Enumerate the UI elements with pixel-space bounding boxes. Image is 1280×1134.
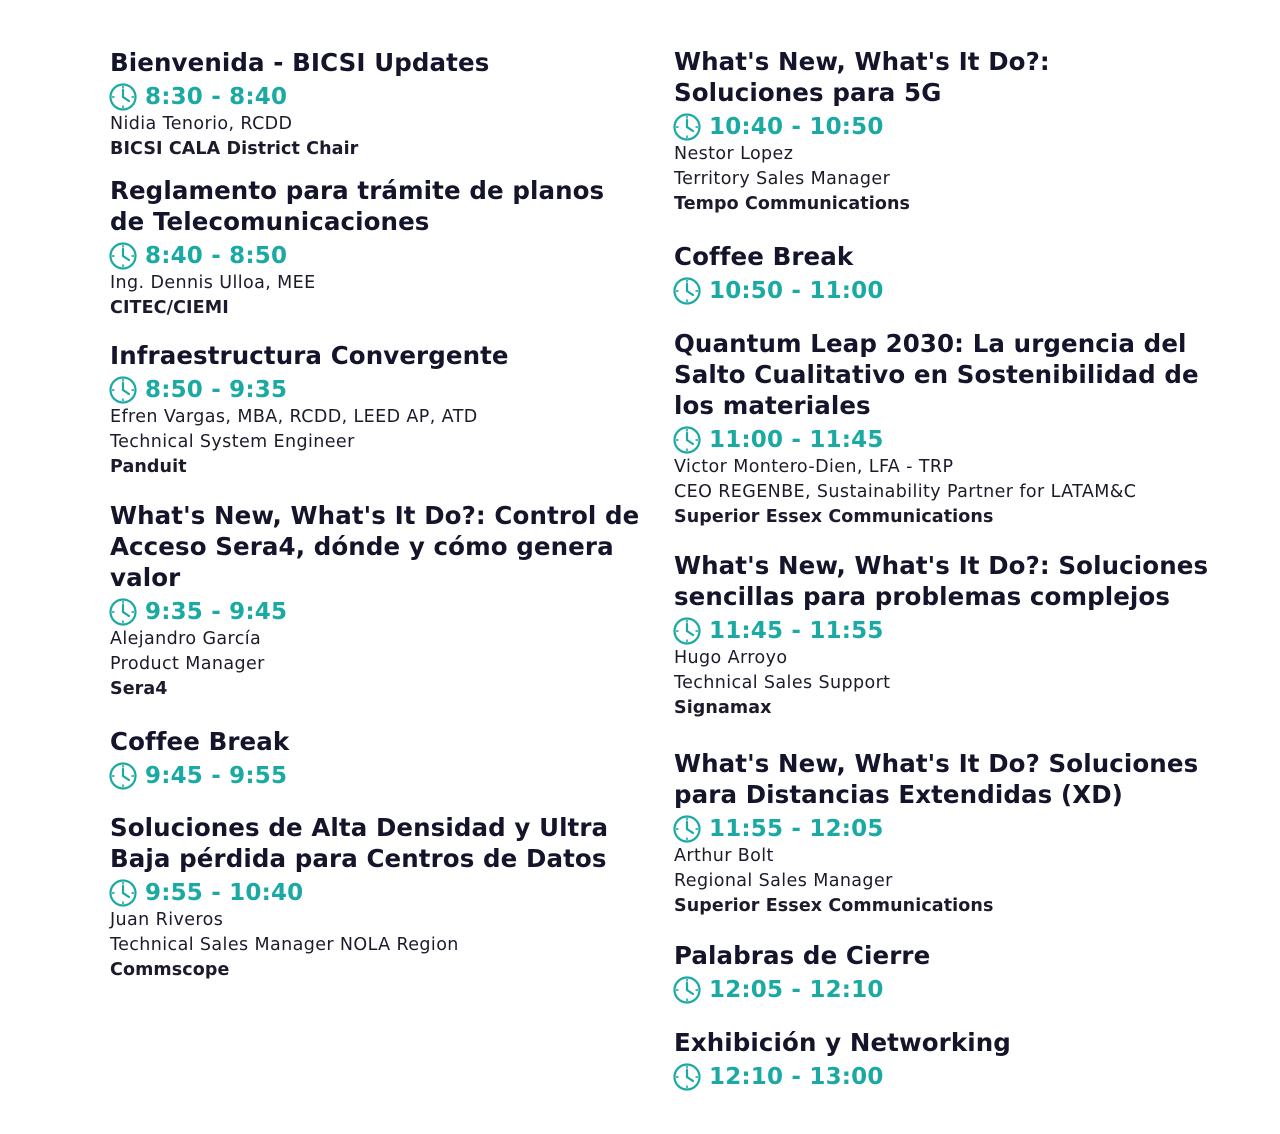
session-title-line: Coffee Break xyxy=(674,242,854,271)
session-time: 8:30 - 8:40 xyxy=(145,84,288,110)
session-title xyxy=(110,812,670,874)
speaker-organization: Signamax xyxy=(674,698,772,718)
clock-icon xyxy=(672,425,702,455)
session-title xyxy=(674,241,1234,272)
session-title xyxy=(110,47,670,78)
clock-icon xyxy=(108,597,138,627)
session-title-line: What's New, What's It Do?: Control de xyxy=(110,501,640,530)
session-time-row xyxy=(672,1062,1234,1092)
speaker-name: Arthur Bolt xyxy=(674,846,774,866)
session-item xyxy=(674,46,1234,217)
session-title-line: What's New, What's It Do? Soluciones xyxy=(674,749,1199,778)
session-time-row xyxy=(672,425,1234,455)
session-item xyxy=(110,47,670,162)
session-title-line: Quantum Leap 2030: La urgencia del xyxy=(674,329,1187,358)
session-time-row xyxy=(672,814,1234,844)
speaker-role: Regional Sales Manager xyxy=(674,871,893,891)
clock-icon xyxy=(672,975,702,1005)
speaker-organization: CITEC/CIEMI xyxy=(110,298,229,318)
session-time: 9:45 - 9:55 xyxy=(145,763,288,789)
session-title xyxy=(674,940,1234,971)
speaker-organization: BICSI CALA District Chair xyxy=(110,139,359,159)
session-title-line: Salto Cualitativo en Sostenibilidad de xyxy=(674,360,1199,389)
speaker-role: Technical System Engineer xyxy=(110,432,355,452)
session-title-line: Coffee Break xyxy=(110,727,290,756)
session-time: 9:35 - 9:45 xyxy=(145,599,288,625)
session-time: 10:40 - 10:50 xyxy=(709,114,884,140)
session-title xyxy=(674,328,1234,421)
session-title-line: los materiales xyxy=(674,391,871,420)
session-title-line: Acceso Sera4, dónde y cómo genera xyxy=(110,532,614,561)
clock-icon xyxy=(672,112,702,142)
session-title-line: What's New, What's It Do?: xyxy=(674,47,1050,76)
session-title-line: Palabras de Cierre xyxy=(674,941,931,970)
session-title xyxy=(110,500,670,593)
clock-icon xyxy=(672,1062,702,1092)
session-title xyxy=(674,1027,1234,1058)
session-title-line: sencillas para problemas complejos xyxy=(674,582,1171,611)
session-item xyxy=(674,241,1234,306)
session-item xyxy=(110,812,670,983)
speaker-name: Efren Vargas, MBA, RCDD, LEED AP, ATD xyxy=(110,407,478,427)
session-title-line: Reglamento para trámite de planos xyxy=(110,176,605,205)
speaker-name: Hugo Arroyo xyxy=(674,648,788,668)
session-title xyxy=(110,726,670,757)
speaker-role: CEO REGENBE, Sustainability Partner for LATAM&C xyxy=(674,482,1137,502)
session-item xyxy=(674,1027,1234,1092)
session-title-line: para Distancias Extendidas (XD) xyxy=(674,780,1123,809)
clock-icon xyxy=(108,375,138,405)
session-time-row xyxy=(672,975,1234,1005)
session-time: 9:55 - 10:40 xyxy=(145,880,304,906)
session-time-row xyxy=(108,82,670,112)
session-title xyxy=(674,748,1234,810)
speaker-role: Technical Sales Support xyxy=(674,673,891,693)
session-title xyxy=(674,550,1234,612)
speaker-organization: Superior Essex Communications xyxy=(674,896,994,916)
session-time-row xyxy=(672,112,1234,142)
clock-icon xyxy=(672,276,702,306)
session-item xyxy=(110,500,670,702)
session-time: 12:10 - 13:00 xyxy=(709,1064,884,1090)
speaker-organization: Commscope xyxy=(110,960,230,980)
session-time: 8:40 - 8:50 xyxy=(145,243,288,269)
session-item xyxy=(110,340,670,480)
session-item xyxy=(110,726,670,791)
speaker-name: Nestor Lopez xyxy=(674,144,794,164)
session-title-line: What's New, What's It Do?: Soluciones xyxy=(674,551,1209,580)
session-time-row xyxy=(108,878,670,908)
session-time: 10:50 - 11:00 xyxy=(709,278,884,304)
session-time-row xyxy=(108,761,670,791)
session-time-row xyxy=(672,616,1234,646)
speaker-name: Juan Riveros xyxy=(110,910,224,930)
session-time: 11:55 - 12:05 xyxy=(709,816,884,842)
speaker-role: Product Manager xyxy=(110,654,265,674)
session-item xyxy=(674,328,1234,530)
speaker-organization: Panduit xyxy=(110,457,187,477)
session-time: 8:50 - 9:35 xyxy=(145,377,288,403)
speaker-name: Ing. Dennis Ulloa, MEE xyxy=(110,273,316,293)
speaker-organization: Superior Essex Communications xyxy=(674,507,994,527)
session-title-line: Infraestructura Convergente xyxy=(110,341,509,370)
session-time-row xyxy=(672,276,1234,306)
session-title xyxy=(110,175,670,237)
session-item xyxy=(110,175,670,321)
session-title-line: Baja pérdida para Centros de Datos xyxy=(110,844,607,873)
speaker-name: Victor Montero-Dien, LFA - TRP xyxy=(674,457,954,477)
session-title-line: de Telecomunicaciones xyxy=(110,207,430,236)
session-item xyxy=(674,550,1234,721)
session-item xyxy=(674,748,1234,919)
clock-icon xyxy=(672,616,702,646)
speaker-name: Alejandro García xyxy=(110,629,262,649)
session-time-row xyxy=(108,597,670,627)
session-title-line: valor xyxy=(110,563,181,592)
session-title xyxy=(110,340,670,371)
session-item xyxy=(674,940,1234,1005)
session-title-line: Soluciones de Alta Densidad y Ultra xyxy=(110,813,609,842)
session-time: 11:45 - 11:55 xyxy=(709,618,884,644)
session-title xyxy=(674,46,1234,108)
clock-icon xyxy=(108,761,138,791)
speaker-organization: Sera4 xyxy=(110,679,168,699)
clock-icon xyxy=(108,82,138,112)
clock-icon xyxy=(672,814,702,844)
speaker-organization: Tempo Communications xyxy=(674,194,911,214)
session-title-line: Bienvenida - BICSI Updates xyxy=(110,48,490,77)
session-title-line: Soluciones para 5G xyxy=(674,78,942,107)
speaker-role: Territory Sales Manager xyxy=(674,169,891,189)
speaker-role: Technical Sales Manager NOLA Region xyxy=(110,935,459,955)
session-title-line: Exhibición y Networking xyxy=(674,1028,1011,1057)
session-time: 12:05 - 12:10 xyxy=(709,977,884,1003)
speaker-name: Nidia Tenorio, RCDD xyxy=(110,114,293,134)
session-time-row xyxy=(108,375,670,405)
session-time-row xyxy=(108,241,670,271)
clock-icon xyxy=(108,878,138,908)
clock-icon xyxy=(108,241,138,271)
session-time: 11:00 - 11:45 xyxy=(709,427,884,453)
